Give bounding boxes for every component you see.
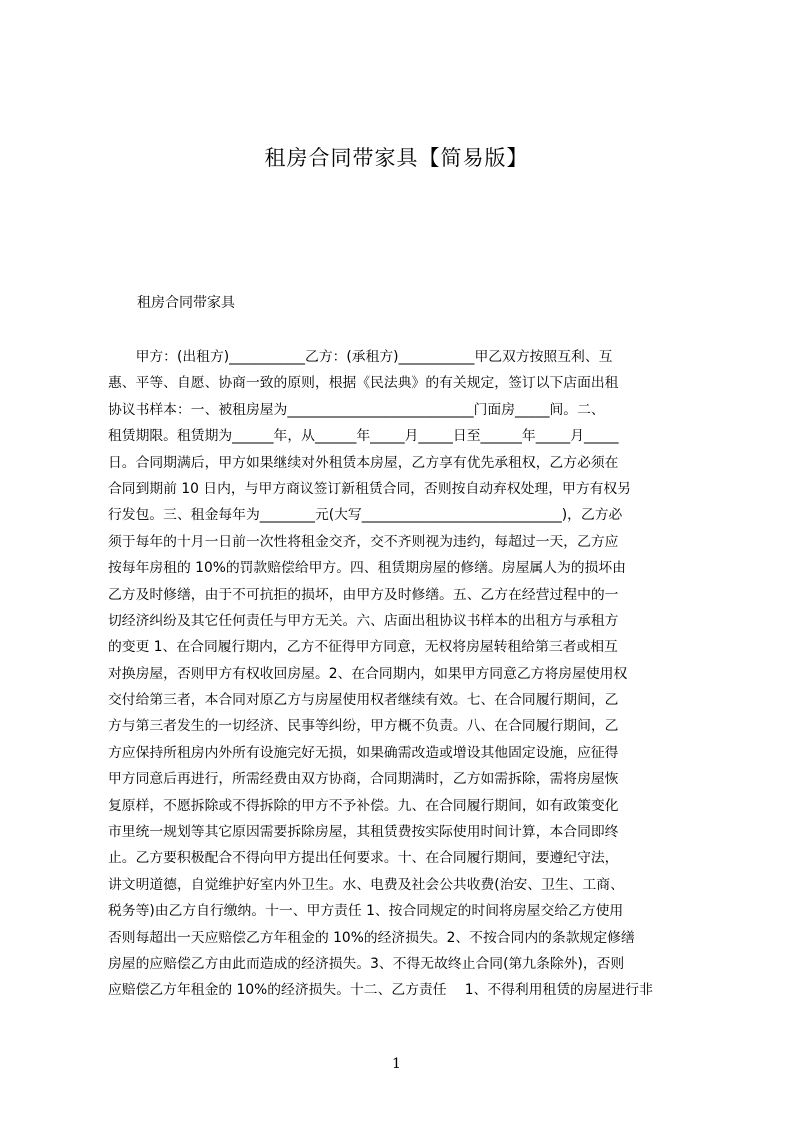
- body-line: 方应保持所租房内外所有设施完好无损，如果确需改造或增设其他固定设施，应征得: [108, 744, 619, 761]
- body-line: 讲文明道德，自觉维护好室内外卫生。水、电费及社会公共收费(治安、卫生、工商、: [108, 876, 624, 893]
- document-title: 租房合同带家具【简易版】: [264, 146, 529, 170]
- body-line: 应赔偿乙方年租金的 10%的经济损失。十二、乙方责任 1、不得利用租赁的房屋进行非: [108, 982, 653, 999]
- body-line: 否则每超出一天应赔偿乙方年租金的 10%的经济损失。2、不按合同内的条款规定修缮: [108, 929, 635, 946]
- body-line: 按每年房租的 10%的罚款赔偿给甲方。四、租赁期房屋的修缮。房屋属人为的损坏由: [108, 560, 626, 577]
- body-line: 租赁期限。租赁期为______年，从______年_____月_____日至______年_____月_____: [108, 428, 619, 445]
- body-line: 须于每年的十月一日前一次性将租金交齐，交不齐则视为违约，每超过一天，乙方应: [108, 533, 619, 550]
- body-line: 税务等)由乙方自行缴纳。十一、甲方责任 1、按合同规定的时间将房屋交给乙方使用: [108, 903, 624, 920]
- body-line: 协议书样本：一、被租房屋为___________________________门面房_____间。二、: [108, 401, 605, 418]
- body-line: 甲方：(出租方)___________乙方：(承租方)___________甲乙双方按照互利、互: [108, 349, 613, 365]
- body-line: 日。合同期满后，甲方如果继续对外租赁本房屋，乙方享有优先承租权，乙方必须在: [108, 454, 619, 471]
- body-line: 惠、平等、自愿、协商一致的原则，根据《民法典》的有关规定，签订以下店面出租: [108, 375, 619, 392]
- body-line: 交付给第三者，本合同对原乙方与房屋使用权者继续有效。七、在合同履行期间，乙: [108, 692, 619, 709]
- body-line: 方与第三者发生的一切经济、民事等纠纷，甲方概不负责。八、在合同履行期间，乙: [108, 718, 619, 735]
- body-line: 房屋的应赔偿乙方由此而造成的经济损失。3、不得无故终止合同(第九条除外)，否则: [108, 955, 625, 972]
- contract-body: [108, 344, 698, 1019]
- body-line: 甲方同意后再进行，所需经费由双方协商，合同期满时，乙方如需拆除，需将房屋恢: [108, 771, 619, 788]
- body-line: 合同到期前 10 日内，与甲方商议签订新租赁合同，否则按自动弃权处理，甲方有权另: [108, 480, 632, 497]
- body-line: 行发包。三、租金每年为________元(大写_____________________________)，乙方必: [108, 507, 623, 524]
- body-line: 复原样，不愿拆除或不得拆除的甲方不予补偿。九、在合同履行期间，如有政策变化: [108, 797, 619, 814]
- body-line: 乙方及时修缮，由于不可抗拒的损坏，由甲方及时修缮。五、乙方在经营过程中的一: [108, 586, 619, 603]
- body-line: 止。乙方要积极配合不得向甲方提出任何要求。十、在合同履行期间，要遵纪守法，: [108, 850, 619, 867]
- body-line: 切经济纠纷及其它任何责任与甲方无关。六、店面出租协议书样本的出租方与承租方: [108, 612, 619, 629]
- document-subtitle: 租房合同带家具: [137, 295, 235, 311]
- body-line: 市里统一规划等其它原因需要拆除房屋，其租赁费按实际使用时间计算，本合同即终: [108, 824, 619, 841]
- body-line: 对换房屋，否则甲方有权收回房屋。2、在合同期内，如果甲方同意乙方将房屋使用权: [108, 665, 628, 682]
- body-line: 的变更 1、在合同履行期内，乙方不征得甲方同意，无权将房屋转租给第三者或相互: [108, 639, 618, 656]
- page-number: 1: [392, 1056, 401, 1072]
